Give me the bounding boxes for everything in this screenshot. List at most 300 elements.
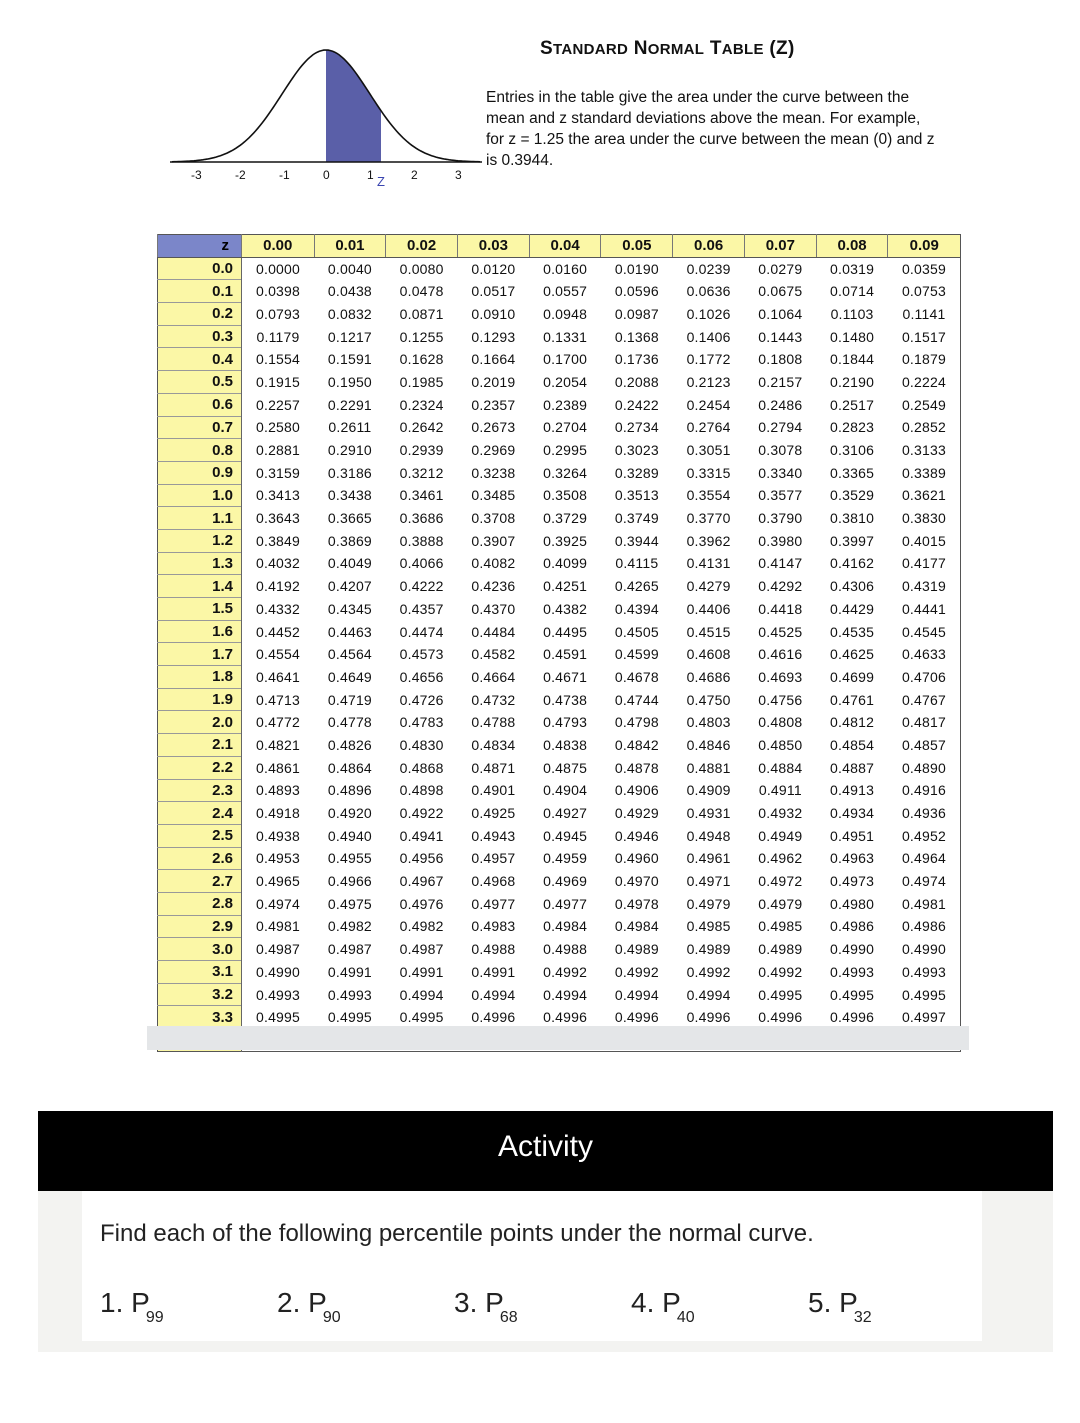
table-cell: 0.4656 <box>399 668 444 685</box>
table-cell: 0.4719 <box>327 691 372 708</box>
table-cell: 0.4934 <box>830 805 875 822</box>
table-cell: 0.4993 <box>256 986 301 1003</box>
table-cell: 0.1808 <box>758 351 803 368</box>
table-row <box>158 461 961 484</box>
table-cell: 0.0987 <box>614 305 659 322</box>
table-cell: 0.4192 <box>256 578 301 595</box>
axis-tick-label: -2 <box>235 168 246 182</box>
row-z-value: 2.9 <box>158 915 242 938</box>
table-cell: 0.4505 <box>614 623 659 640</box>
table-cell: 0.1554 <box>256 351 301 368</box>
table-cell: 0.4989 <box>758 941 803 958</box>
table-cell: 0.4846 <box>686 736 731 753</box>
table-cell: 0.4988 <box>543 941 588 958</box>
table-cell: 0.2580 <box>256 419 301 436</box>
table-cell: 0.4945 <box>543 827 588 844</box>
table-cell: 0.3749 <box>614 510 659 527</box>
table-cell: 0.3078 <box>758 442 803 459</box>
table-row <box>158 529 961 552</box>
table-cell: 0.3849 <box>256 532 301 549</box>
table-cell: 0.4931 <box>686 805 731 822</box>
table-cell: 0.0753 <box>901 283 946 300</box>
table-cell: 0.4699 <box>830 668 875 685</box>
column-header: 0.08 <box>816 235 888 258</box>
table-cell: 0.0359 <box>901 260 946 277</box>
table-row <box>158 507 961 530</box>
table-cell: 0.3485 <box>471 487 516 504</box>
table-cell: 0.4991 <box>327 963 372 980</box>
table-cell: 0.0239 <box>686 260 731 277</box>
table-cell: 0.4394 <box>614 600 659 617</box>
row-z-value: 0.9 <box>158 461 242 484</box>
table-cell: 0.1879 <box>901 351 946 368</box>
table-cell: 0.4994 <box>471 986 516 1003</box>
table-cell: 0.4972 <box>758 873 803 890</box>
row-z-value: 0.5 <box>158 371 242 394</box>
table-cell: 0.4788 <box>471 714 516 731</box>
table-row <box>158 280 961 303</box>
table-cell: 0.4857 <box>901 736 946 753</box>
table-cell: 0.4975 <box>327 895 372 912</box>
table-cell: 0.4970 <box>614 873 659 890</box>
table-cell: 0.4993 <box>901 963 946 980</box>
table-cell: 0.4978 <box>614 895 659 912</box>
table-cell: 0.4545 <box>901 623 946 640</box>
table-cell: 0.4991 <box>399 963 444 980</box>
column-header: 0.07 <box>744 235 816 258</box>
table-cell: 0.1517 <box>901 328 946 345</box>
table-row <box>158 620 961 643</box>
table-cell: 0.4986 <box>901 918 946 935</box>
row-z-value: 2.3 <box>158 779 242 802</box>
table-cell: 0.4981 <box>256 918 301 935</box>
table-cell: 0.4987 <box>256 941 301 958</box>
table-cell: 0.4838 <box>543 736 588 753</box>
table-cell: 0.3770 <box>686 510 731 527</box>
table-cell: 0.4993 <box>327 986 372 1003</box>
table-cell: 0.3289 <box>614 464 659 481</box>
table-cell: 0.4778 <box>327 714 372 731</box>
table-cell: 0.4868 <box>399 759 444 776</box>
divider-bar <box>147 1026 969 1050</box>
row-z-value: 2.6 <box>158 847 242 870</box>
table-cell: 0.4015 <box>901 532 946 549</box>
table-cell: 0.4955 <box>327 850 372 867</box>
table-cell: 0.4995 <box>399 1009 444 1026</box>
row-z-value: 1.9 <box>158 688 242 711</box>
axis-tick-label: -3 <box>191 168 202 182</box>
table-cell: 0.4990 <box>830 941 875 958</box>
table-cell: 0.4929 <box>614 805 659 822</box>
table-cell: 0.4495 <box>543 623 588 640</box>
table-cell: 0.3023 <box>614 442 659 459</box>
table-cell: 0.4649 <box>327 668 372 685</box>
table-cell: 0.4984 <box>614 918 659 935</box>
row-z-value: 1.6 <box>158 620 242 643</box>
table-cell: 0.4732 <box>471 691 516 708</box>
activity-item-3: 3. $P_{68}$ <box>454 1287 518 1326</box>
row-z-value: 0.7 <box>158 416 242 439</box>
table-cell: 0.4985 <box>758 918 803 935</box>
table-cell: 0.2157 <box>758 373 803 390</box>
table-cell: 0.2224 <box>901 373 946 390</box>
table-cell: 0.0000 <box>256 260 301 277</box>
table-cell: 0.3389 <box>901 464 946 481</box>
table-cell: 0.4925 <box>471 805 516 822</box>
row-z-value: 3.2 <box>158 983 242 1006</box>
table-cell: 0.0832 <box>327 305 372 322</box>
table-cell: 0.4980 <box>830 895 875 912</box>
row-z-value: 2.8 <box>158 892 242 915</box>
table-cell: 0.3212 <box>399 464 444 481</box>
table-cell: 0.3925 <box>543 532 588 549</box>
table-cell: 0.0636 <box>686 283 731 300</box>
table-cell: 0.2939 <box>399 442 444 459</box>
table-row <box>158 393 961 416</box>
column-header: 0.03 <box>458 235 530 258</box>
table-cell: 0.4913 <box>830 782 875 799</box>
table-cell: 0.4484 <box>471 623 516 640</box>
table-cell: 0.4664 <box>471 668 516 685</box>
table-cell: 0.2389 <box>543 396 588 413</box>
table-cell: 0.4976 <box>399 895 444 912</box>
axis-tick-label: 1 <box>367 168 374 182</box>
table-cell: 0.0438 <box>327 283 372 300</box>
table-cell: 0.4995 <box>758 986 803 1003</box>
table-cell: 0.4162 <box>830 555 875 572</box>
table-cell: 0.4418 <box>758 600 803 617</box>
table-cell: 0.4693 <box>758 668 803 685</box>
table-cell: 0.2969 <box>471 442 516 459</box>
table-cell: 0.4969 <box>543 873 588 890</box>
table-row <box>158 915 961 938</box>
table-row <box>158 666 961 689</box>
table-cell: 0.4989 <box>686 941 731 958</box>
table-description: Entries in the table give the area under the curve between the mean and z standard deviations above the mean. For example, for z = 1.25 the area under the curve between the mean (0) and z is 0.3944. <box>486 89 935 169</box>
table-cell: 0.4881 <box>686 759 731 776</box>
activity-instruction: Find each of the following percentile points under the normal curve. <box>100 1220 814 1247</box>
table-cell: 0.4956 <box>399 850 444 867</box>
table-cell: 0.1217 <box>327 328 372 345</box>
table-cell: 0.2794 <box>758 419 803 436</box>
table-cell: 0.4996 <box>543 1009 588 1026</box>
table-row <box>158 439 961 462</box>
axis-labels <box>191 168 462 182</box>
table-cell: 0.1103 <box>830 305 874 322</box>
table-cell: 0.1368 <box>614 328 659 345</box>
table-cell: 0.0040 <box>327 260 372 277</box>
row-z-value: 0.6 <box>158 393 242 416</box>
table-cell: 0.3529 <box>830 487 875 504</box>
table-cell: 0.3461 <box>399 487 444 504</box>
table-cell: 0.4904 <box>543 782 588 799</box>
table-cell: 0.0398 <box>256 283 301 300</box>
table-cell: 0.4599 <box>614 646 659 663</box>
table-cell: 0.0948 <box>543 305 588 322</box>
table-cell: 0.2324 <box>399 396 444 413</box>
table-cell: 0.4726 <box>399 691 444 708</box>
table-cell: 0.1331 <box>543 328 588 345</box>
table-cell: 0.4406 <box>686 600 731 617</box>
table-body <box>158 257 961 1051</box>
table-row <box>158 802 961 825</box>
table-cell: 0.2823 <box>830 419 875 436</box>
table-cell: 0.2190 <box>830 373 875 390</box>
table-cell: 0.4525 <box>758 623 803 640</box>
table-cell: 0.4357 <box>399 600 444 617</box>
page-title: STANDARD NORMAL TABLE (Z) <box>540 38 795 59</box>
table-cell: 0.4968 <box>471 873 516 890</box>
table-cell: 0.4332 <box>256 600 301 617</box>
table-cell: 0.4996 <box>758 1009 803 1026</box>
table-header-row <box>158 235 961 258</box>
row-z-value: 0.1 <box>158 280 242 303</box>
activity-item-1: 1. $P_{99}$ <box>100 1287 164 1326</box>
table-cell: 0.2734 <box>614 419 659 436</box>
z-corner-header: z <box>158 235 242 258</box>
table-cell: 0.4767 <box>901 691 946 708</box>
table-cell: 0.4982 <box>327 918 372 935</box>
table-cell: 0.4554 <box>256 646 301 663</box>
table-cell: 0.1736 <box>614 351 659 368</box>
table-cell: 0.4066 <box>399 555 444 572</box>
row-z-value: 2.5 <box>158 824 242 847</box>
table-row <box>158 643 961 666</box>
table-cell: 0.4582 <box>471 646 516 663</box>
table-cell: 0.1915 <box>256 373 301 390</box>
table-cell: 0.4971 <box>686 873 731 890</box>
table-cell: 0.4887 <box>830 759 875 776</box>
table-cell: 0.4992 <box>614 963 659 980</box>
table-cell: 0.4783 <box>399 714 444 731</box>
table-cell: 0.0279 <box>758 260 803 277</box>
table-cell: 0.2019 <box>471 373 516 390</box>
table-cell: 0.4265 <box>614 578 659 595</box>
table-cell: 0.1026 <box>686 305 731 322</box>
column-header: 0.06 <box>673 235 745 258</box>
table-cell: 0.4995 <box>901 986 946 1003</box>
table-cell: 0.2881 <box>256 442 301 459</box>
table-cell: 0.1700 <box>543 351 588 368</box>
table-cell: 0.2517 <box>830 396 875 413</box>
row-z-value: 3.3 <box>158 1006 242 1029</box>
table-cell: 0.4953 <box>256 850 301 867</box>
table-cell: 0.4984 <box>543 918 588 935</box>
table-cell: 0.4573 <box>399 646 444 663</box>
table-cell: 0.4996 <box>471 1009 516 1026</box>
table-cell: 0.3665 <box>327 510 372 527</box>
table-cell: 0.4131 <box>686 555 731 572</box>
table-cell: 0.3830 <box>901 510 946 527</box>
row-z-value: 1.0 <box>158 484 242 507</box>
row-z-value: 1.8 <box>158 666 242 689</box>
table-cell: 0.4842 <box>614 736 659 753</box>
table-cell: 0.4306 <box>830 578 875 595</box>
table-cell: 0.4099 <box>543 555 588 572</box>
row-z-value: 1.3 <box>158 552 242 575</box>
table-cell: 0.4251 <box>543 578 588 595</box>
table-cell: 0.4994 <box>399 986 444 1003</box>
table-cell: 0.1844 <box>830 351 875 368</box>
table-cell: 0.4991 <box>471 963 516 980</box>
table-cell: 0.1480 <box>830 328 875 345</box>
table-cell: 0.4946 <box>614 827 659 844</box>
table-cell: 0.3962 <box>686 532 731 549</box>
table-cell: 0.4686 <box>686 668 731 685</box>
table-cell: 0.1406 <box>686 328 731 345</box>
table-cell: 0.4761 <box>830 691 875 708</box>
table-cell: 0.4938 <box>256 827 301 844</box>
column-header: 0.01 <box>314 235 386 258</box>
table-cell: 0.4992 <box>543 963 588 980</box>
table-cell: 0.4990 <box>256 963 301 980</box>
table-cell: 0.3186 <box>327 464 372 481</box>
table-cell: 0.2291 <box>327 396 372 413</box>
row-z-value: 1.2 <box>158 529 242 552</box>
table-cell: 0.4962 <box>758 850 803 867</box>
table-cell: 0.1591 <box>327 351 372 368</box>
table-cell: 0.4082 <box>471 555 516 572</box>
row-z-value: 0.8 <box>158 439 242 462</box>
table-cell: 0.2704 <box>543 419 588 436</box>
table-cell: 0.1950 <box>327 373 372 390</box>
table-cell: 0.4515 <box>686 623 731 640</box>
table-cell: 0.2642 <box>399 419 444 436</box>
column-header: 0.04 <box>529 235 601 258</box>
row-z-value: 3.1 <box>158 961 242 984</box>
table-cell: 0.4996 <box>830 1009 875 1026</box>
table-row <box>158 847 961 870</box>
table-cell: 0.4994 <box>614 986 659 1003</box>
table-cell: 0.4957 <box>471 850 516 867</box>
table-cell: 0.0793 <box>256 305 301 322</box>
table-cell: 0.4608 <box>686 646 731 663</box>
table-cell: 0.4951 <box>830 827 875 844</box>
table-cell: 0.3708 <box>471 510 516 527</box>
table-cell: 0.3159 <box>256 464 301 481</box>
table-cell: 0.3980 <box>758 532 803 549</box>
table-cell: 0.4989 <box>614 941 659 958</box>
table-cell: 0.4817 <box>901 714 946 731</box>
table-cell: 0.4441 <box>901 600 946 617</box>
activity-item-5: 5. $P_{32}$ <box>808 1287 872 1326</box>
table-cell: 0.3944 <box>614 532 659 549</box>
table-cell: 0.4706 <box>901 668 946 685</box>
table-cell: 0.4996 <box>614 1009 659 1026</box>
table-cell: 0.4633 <box>901 646 946 663</box>
table-cell: 0.4960 <box>614 850 659 867</box>
table-cell: 0.4966 <box>327 873 372 890</box>
table-cell: 0.4936 <box>901 805 946 822</box>
table-cell: 0.1772 <box>686 351 731 368</box>
table-cell: 0.3315 <box>686 464 731 481</box>
activity-header: Activity <box>38 1111 1053 1191</box>
table-cell: 0.4987 <box>399 941 444 958</box>
table-cell: 0.4625 <box>830 646 875 663</box>
table-cell: 0.4992 <box>686 963 731 980</box>
table-cell: 0.4927 <box>543 805 588 822</box>
table-cell: 0.4979 <box>758 895 803 912</box>
table-row <box>158 938 961 961</box>
table-cell: 0.4429 <box>830 600 875 617</box>
table-cell: 0.4964 <box>901 850 946 867</box>
axis-tick-label: 0 <box>323 168 330 182</box>
table-cell: 0.1293 <box>471 328 516 345</box>
table-cell: 0.4967 <box>399 873 444 890</box>
table-cell: 0.4115 <box>615 555 659 572</box>
table-cell: 0.4452 <box>256 623 301 640</box>
table-cell: 0.4830 <box>399 736 444 753</box>
table-cell: 0.4207 <box>327 578 372 595</box>
table-cell: 0.4983 <box>471 918 516 935</box>
table-cell: 0.4920 <box>327 805 372 822</box>
table-cell: 0.3051 <box>686 442 731 459</box>
axis-tick-label: 3 <box>455 168 462 182</box>
table-cell: 0.4875 <box>543 759 588 776</box>
column-header: 0.09 <box>888 235 961 258</box>
table-cell: 0.4370 <box>471 600 516 617</box>
table-cell: 0.4943 <box>471 827 516 844</box>
table-row <box>158 416 961 439</box>
table-cell: 0.3413 <box>256 487 301 504</box>
table-cell: 0.4854 <box>830 736 875 753</box>
table-cell: 0.3869 <box>327 532 372 549</box>
table-cell: 0.4292 <box>758 578 803 595</box>
normal-curve-figure <box>168 40 484 190</box>
table-cell: 0.0319 <box>830 260 875 277</box>
table-cell: 0.1985 <box>399 373 444 390</box>
table-row <box>158 688 961 711</box>
table-cell: 0.4987 <box>327 941 372 958</box>
table-cell: 0.4990 <box>901 941 946 958</box>
table-cell: 0.2852 <box>901 419 946 436</box>
table-cell: 0.4032 <box>256 555 301 572</box>
table-cell: 0.2454 <box>686 396 731 413</box>
table-cell: 0.4952 <box>901 827 946 844</box>
table-cell: 0.3621 <box>901 487 946 504</box>
table-row <box>158 711 961 734</box>
table-cell: 0.4995 <box>830 986 875 1003</box>
table-cell: 0.4049 <box>327 555 372 572</box>
row-z-value: 2.4 <box>158 802 242 825</box>
table-cell: 0.1179 <box>256 328 300 345</box>
table-cell: 0.4821 <box>256 736 301 753</box>
table-cell: 0.4982 <box>399 918 444 935</box>
table-cell: 0.4994 <box>543 986 588 1003</box>
table-cell: 0.3438 <box>327 487 372 504</box>
table-cell: 0.4798 <box>614 714 659 731</box>
column-header: 0.02 <box>386 235 458 258</box>
table-cell: 0.4941 <box>399 827 444 844</box>
table-cell: 0.4834 <box>471 736 516 753</box>
table-cell: 0.0557 <box>543 283 588 300</box>
table-cell: 0.0478 <box>399 283 444 300</box>
table-cell: 0.4981 <box>901 895 946 912</box>
table-cell: 0.4995 <box>256 1009 301 1026</box>
table-cell: 0.4772 <box>256 714 301 731</box>
table-cell: 0.3513 <box>614 487 659 504</box>
table-cell: 0.4965 <box>256 873 301 890</box>
table-row <box>158 983 961 1006</box>
table-row <box>158 892 961 915</box>
row-z-value: 2.2 <box>158 756 242 779</box>
table-cell: 0.4878 <box>614 759 659 776</box>
table-row <box>158 257 961 280</box>
table-cell: 0.4994 <box>686 986 731 1003</box>
table-cell: 0.4959 <box>543 850 588 867</box>
table-row <box>158 734 961 757</box>
table-cell: 0.4671 <box>543 668 588 685</box>
